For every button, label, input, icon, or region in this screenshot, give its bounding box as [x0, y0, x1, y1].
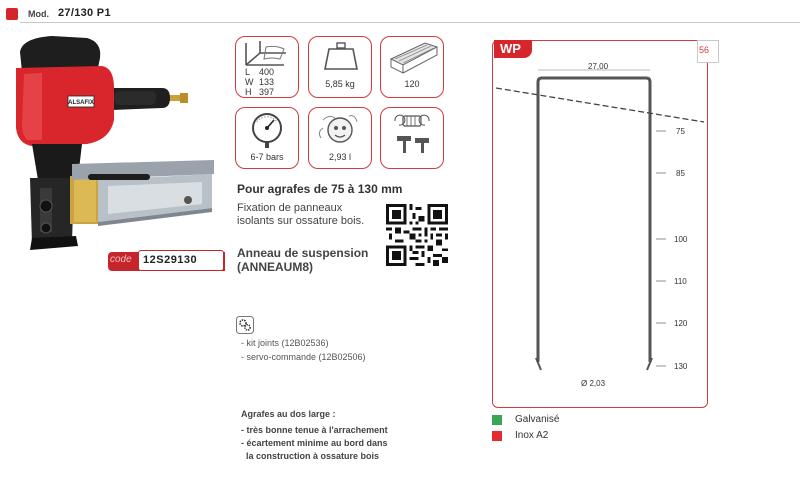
accessory-item: - servo-commande (12B02506): [241, 352, 366, 362]
product-code: 12S29130: [143, 254, 198, 266]
usage-description: Fixation de panneaux isolants sur ossature bois.: [237, 202, 365, 227]
wide-crown-list: [241, 424, 388, 463]
model-prefix: Mod.: [28, 9, 49, 19]
product-code-label: code: [110, 254, 132, 265]
stapler-illustration: [2, 28, 224, 260]
spec-firing-mode: [380, 107, 444, 169]
brand-logo: ALSAFIX: [68, 100, 94, 106]
air-consumption-value: 2,93 l: [328, 152, 352, 162]
wide-crown-item: - très bonne tenue à l'arrachement: [241, 425, 388, 435]
dimensions-icon: [236, 37, 298, 71]
qr-code[interactable]: [386, 204, 448, 266]
pressure-gauge-icon: [236, 108, 298, 152]
dimensions-values: L 400 W 133 H 397: [245, 67, 275, 97]
capacity-value: 120: [404, 79, 420, 89]
length-tick-label: 100: [674, 235, 688, 244]
header-rule: [20, 22, 800, 23]
wide-crown-title: Agrafes au dos large :: [241, 409, 336, 419]
accessories-list: [241, 336, 366, 364]
weight-value: 5,85 kg: [325, 79, 355, 89]
legend-label-stainless: Inox A2: [515, 430, 549, 441]
weight-icon: [309, 37, 371, 77]
length-tick-label: 130: [674, 362, 688, 371]
legend-swatch-stainless: [492, 431, 502, 441]
pressure-value: 6-7 bars: [250, 152, 284, 162]
length-tick-label: 85: [676, 169, 685, 178]
legend-swatch-galvanized: [492, 415, 502, 425]
accessories-gear-icon: [236, 316, 254, 334]
legend-label-galvanized: Galvanisé: [515, 414, 560, 425]
header-marker: [6, 8, 18, 20]
suspension-ring-heading: Anneau de suspension (ANNEAUM8): [237, 246, 369, 274]
series-label: WP: [500, 41, 521, 56]
length-tick-label: 110: [674, 277, 687, 286]
crown-width: 27,00: [588, 62, 609, 71]
staple-diagram: [492, 40, 708, 408]
air-consumption-icon: [309, 108, 371, 152]
length-tick-label: 75: [676, 127, 685, 136]
accessory-item: - kit joints (12B02536): [241, 338, 329, 348]
wide-crown-item: la construction à ossature bois: [241, 451, 380, 461]
firing-mode-icon: [381, 108, 443, 168]
staple-range-heading: Pour agrafes de 75 à 130 mm: [237, 182, 403, 196]
staple-strip-icon: [381, 37, 443, 77]
length-tick-label: 120: [674, 319, 688, 328]
model-name: 27/130 P1: [58, 7, 111, 19]
page-reference[interactable]: 56: [699, 45, 710, 55]
wide-crown-item: - écartement minime au bord dans: [241, 438, 388, 448]
wire-diameter: Ø 2,03: [581, 379, 606, 388]
